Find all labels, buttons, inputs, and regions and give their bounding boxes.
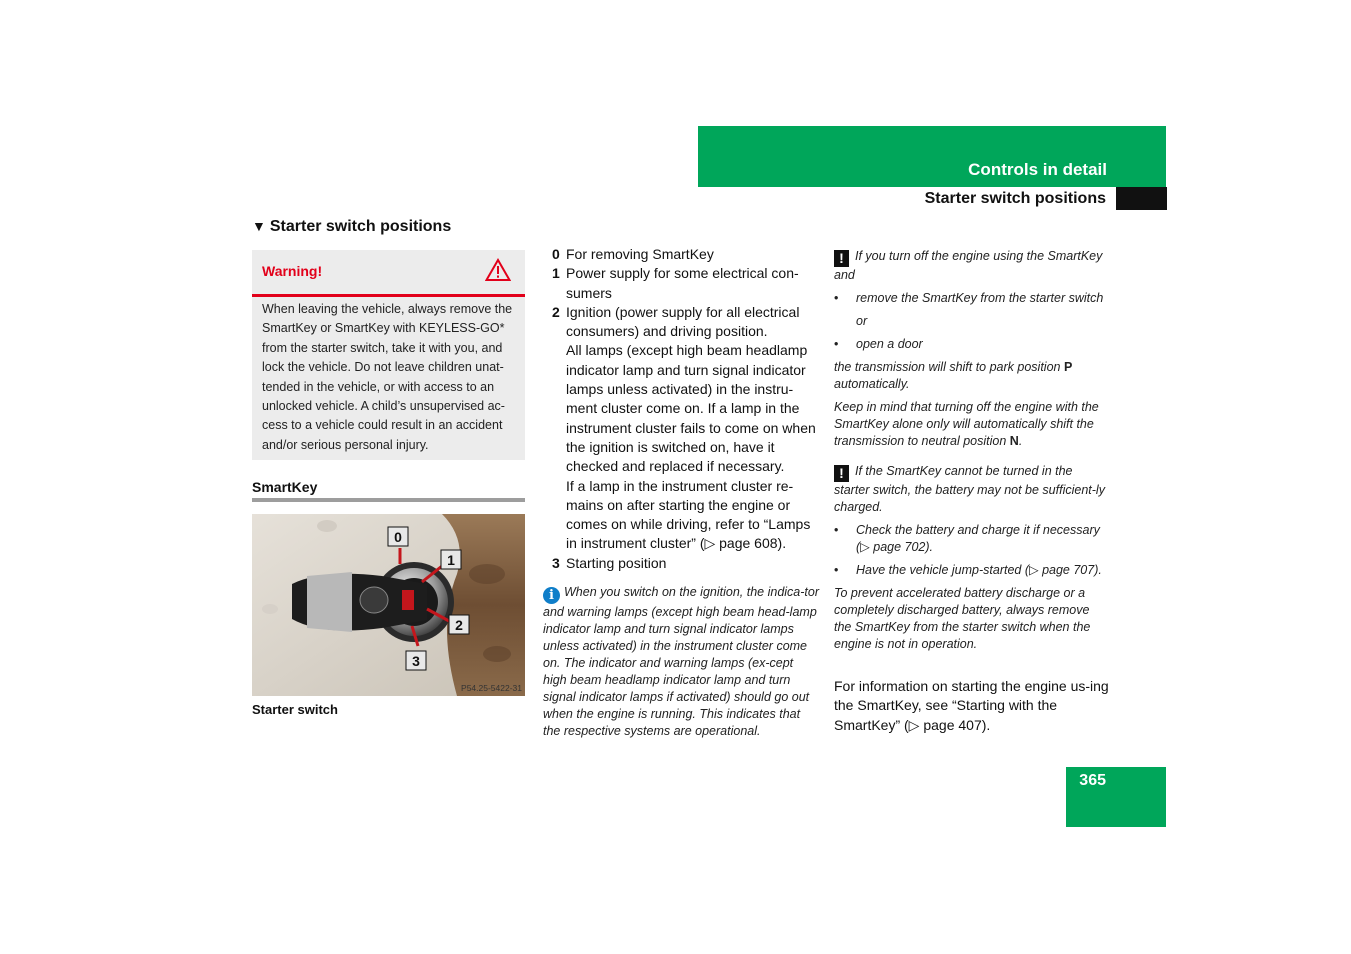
warning-box — [252, 250, 525, 460]
warning-text: When leaving the vehicle, always remove the SmartKey or SmartKey with KEYLESS-GO* from the starter switch, take it with you, and lock the vehicle. Do not leave children unat-tended in the vehicle, or with access to an unlocked vehicle. A child’s unsupervised ac-cess to a vehicle could result in an accident and/or serious personal injury. — [262, 302, 513, 452]
list-item: • remove the SmartKey from the starter switch — [834, 291, 1104, 305]
section-header: Starter switch positions — [924, 190, 1106, 207]
smartkey-heading: SmartKey — [252, 479, 318, 495]
header-marker — [1116, 187, 1167, 210]
caution-note-1: ! If you turn off the engine using the SmartKey and — [834, 249, 1103, 282]
starting-info-text: For information on starting the engine us-ing the SmartKey, see “Starting with the SmartKey” (▷ page 407). — [834, 678, 1109, 733]
chapter-title: Controls in detail — [968, 160, 1107, 179]
list-item-continuation: All lamps (except high beam headlamp indicator lamp and turn signal indicator lamps unless activated) in the instru-ment cluster come on. If a lamp in the instrument cluster fails to come on when the ignition is switched on, have it checked and replaced if necessary. — [566, 342, 816, 475]
park-position-text: the transmission will shift to park position P automatically. — [834, 360, 1073, 391]
exclamation-icon: ! — [834, 465, 849, 482]
chapter-header-band — [698, 126, 1166, 187]
warning-header — [252, 250, 525, 297]
starter-switch-photo — [252, 514, 525, 696]
list-item: 3 Starting position — [552, 554, 667, 571]
positions-list — [552, 245, 817, 573]
page-number-box — [1066, 767, 1166, 827]
list-item: • open a door — [834, 337, 923, 351]
figure-code: P54.25-5422-31 — [461, 683, 522, 693]
right-column-notes — [834, 248, 1110, 653]
list-item: 1 Power supply for some electrical con-sumers — [552, 265, 799, 301]
position-label-3: 3 — [412, 653, 420, 669]
figure-caption: Starter switch — [252, 702, 338, 717]
info-note: i When you switch on the ignition, the indica-tor and warning lamps (except high beam head-lamp indicator lamp and turn signal indicator lamps unless activated) in the instrument cluster come on. The indicator and warning lamps (ex-cept high beam headlamp indicator lamp and turn signal indicator lamps if activated) should go out when the engine is running. This indicates that the respective systems are operational. — [543, 585, 819, 738]
or-text: or — [856, 314, 868, 328]
list-item-continuation: If a lamp in the instrument cluster re-mains on after starting the engine or comes on while driving, refer to “Lamps in instrument cluster” (▷ page 608). — [566, 477, 811, 552]
page-number: 365 — [1079, 772, 1106, 789]
position-label-2: 2 — [455, 617, 463, 633]
section-title: ▼ Starter switch positions — [252, 218, 452, 235]
info-icon: i — [543, 587, 560, 604]
list-item: 2 Ignition (power supply for all electrical consumers) and driving position. — [552, 303, 800, 340]
battery-prevent-text: To prevent accelerated battery discharge or a completely discharged battery, always remove the SmartKey from the starter switch when the engine is not in operation. — [834, 586, 1091, 651]
neutral-position-text: Keep in mind that turning off the engine with the SmartKey alone only will automatically shift the transmission to neutral position N. — [834, 400, 1099, 448]
warning-label: Warning! — [262, 263, 323, 279]
list-item: 0 For removing SmartKey — [552, 246, 714, 262]
warning-triangle-icon — [485, 258, 511, 287]
caution-note-2: ! If the SmartKey cannot be turned in the starter switch, the battery may not be sufficient-ly charged. — [834, 464, 1105, 514]
list-item: • Have the vehicle jump-started (▷ page 707). — [834, 563, 1102, 577]
position-label-0: 0 — [394, 529, 402, 545]
position-label-1: 1 — [447, 552, 455, 568]
triangle-down-icon: ▼ — [252, 218, 266, 234]
list-item: • Check the battery and charge it if necessary (▷ page 702). — [834, 523, 1100, 554]
exclamation-icon: ! — [834, 250, 849, 267]
heading-rule — [252, 498, 525, 502]
